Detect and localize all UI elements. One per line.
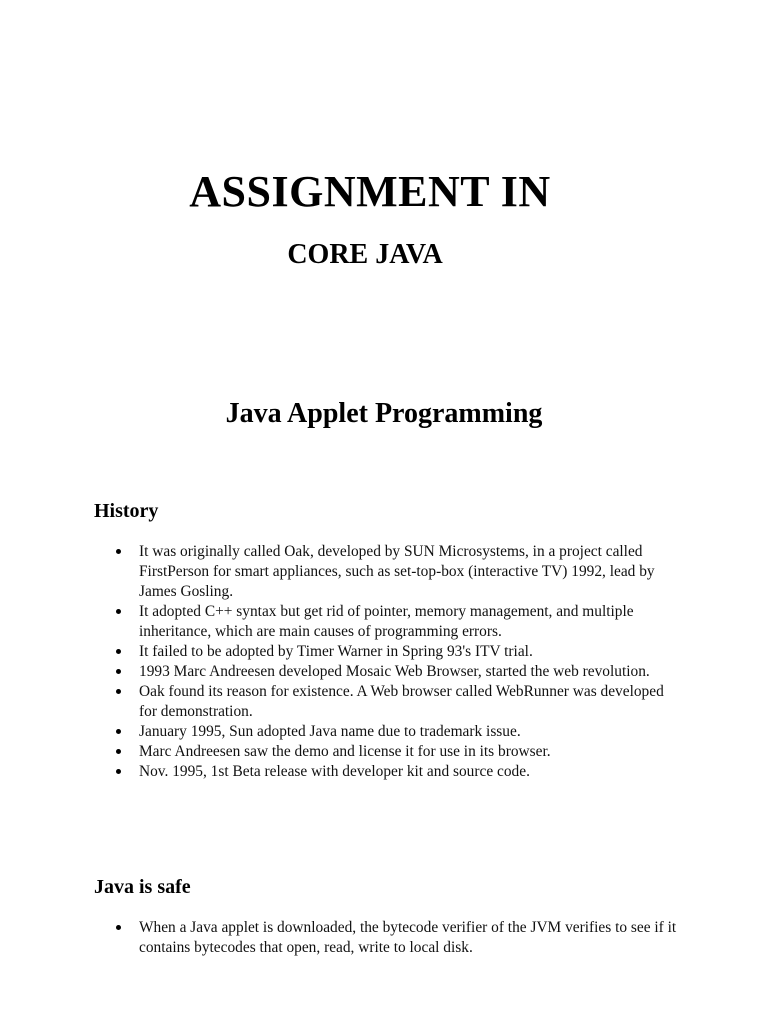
section-heading-java-is-safe: Java is safe bbox=[94, 876, 191, 898]
list-item bbox=[114, 602, 684, 642]
list-item bbox=[114, 722, 684, 742]
section-heading-history: History bbox=[94, 500, 159, 522]
bullet-icon bbox=[116, 689, 121, 694]
bullet-icon bbox=[116, 729, 121, 734]
list-item bbox=[114, 918, 684, 958]
topic-heading: Java Applet Programming bbox=[225, 398, 543, 429]
list-item bbox=[114, 662, 684, 682]
bullet-icon bbox=[116, 669, 121, 674]
list-item bbox=[114, 762, 684, 782]
list-item-text: 1993 Marc Andreesen developed Mosaic Web Browser, started the web revolution. bbox=[139, 663, 650, 680]
list-item-text: It adopted C++ syntax but get rid of pointer, memory management, and multiple inheritance, which are main causes of programming errors. bbox=[139, 603, 634, 640]
document-subtitle: CORE JAVA bbox=[287, 239, 443, 270]
list-item bbox=[114, 642, 684, 662]
list-item-text: It was originally called Oak, developed by SUN Microsystems, in a project called FirstPerson for smart appliances, such as set-top-box (interactive TV) 1992, lead by James Gosling. bbox=[139, 543, 655, 600]
bullet-icon bbox=[116, 649, 121, 654]
bullet-icon bbox=[116, 925, 121, 930]
bullet-icon bbox=[116, 769, 121, 774]
bullet-icon bbox=[116, 549, 121, 554]
list-item-text: Nov. 1995, 1st Beta release with developer kit and source code. bbox=[139, 763, 530, 780]
bullet-icon bbox=[116, 609, 121, 614]
list-item-text: It failed to be adopted by Timer Warner in Spring 93's ITV trial. bbox=[139, 643, 533, 660]
list-item-text: When a Java applet is downloaded, the bytecode verifier of the JVM verifies to see if it contains bytecodes that open, read, write to local disk. bbox=[139, 919, 677, 956]
list-item bbox=[114, 742, 684, 762]
list-item-text: Oak found its reason for existence. A Web browser called WebRunner was developed for demonstration. bbox=[139, 683, 664, 720]
safety-bullet-list bbox=[114, 918, 684, 958]
bullet-icon bbox=[116, 749, 121, 754]
history-bullet-list bbox=[114, 542, 684, 782]
document-title: ASSIGNMENT IN bbox=[189, 167, 551, 216]
list-item bbox=[114, 682, 684, 722]
list-item-text: January 1995, Sun adopted Java name due to trademark issue. bbox=[139, 723, 521, 740]
list-item-text: Marc Andreesen saw the demo and license it for use in its browser. bbox=[139, 743, 551, 760]
list-item bbox=[114, 542, 684, 602]
